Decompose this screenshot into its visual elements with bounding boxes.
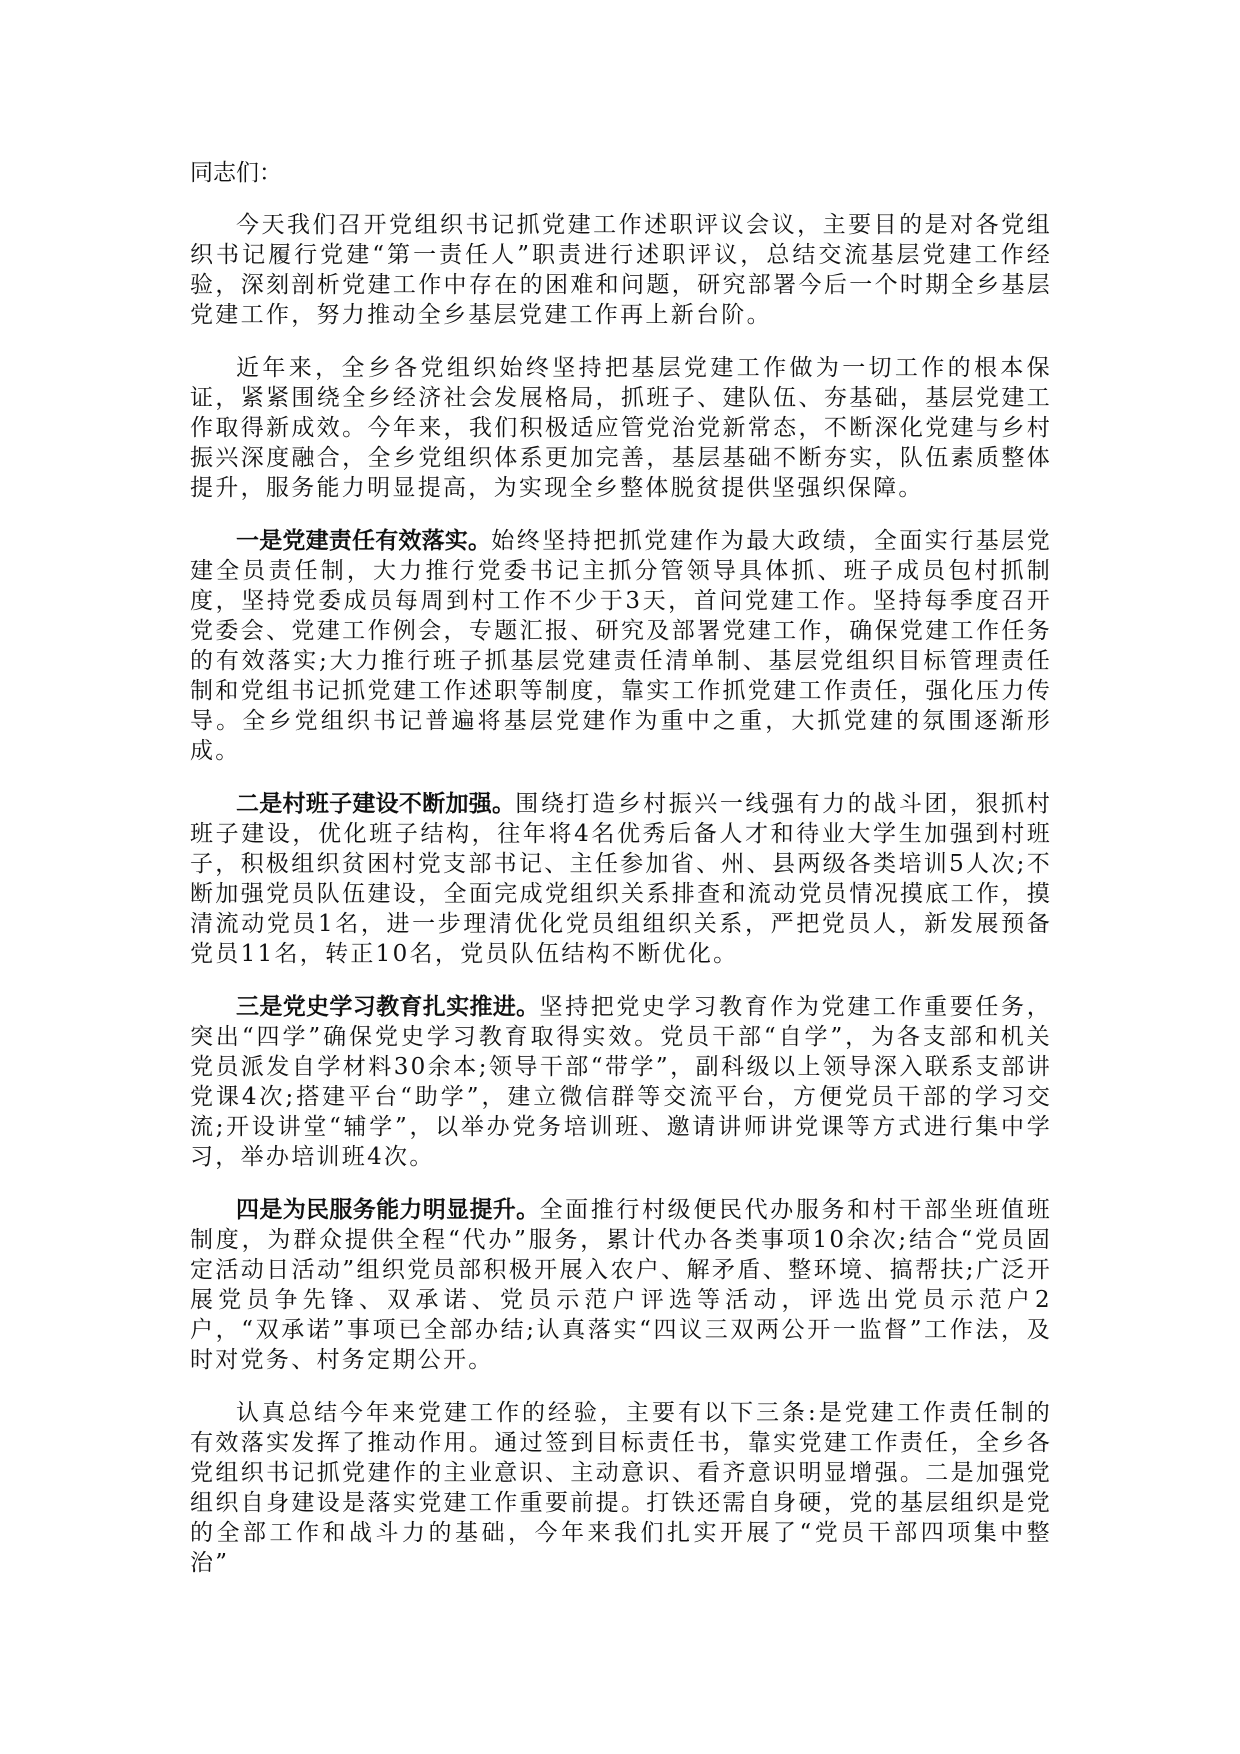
paragraph-text: 认真总结今年来党建工作的经验，主要有以下三条:是党建工作责任制的有效落实发挥了推动作用。通过签到目标责任书，靠实党建工作责任，全乡各党组织书记抓党建作的主业意识、主动意识、看齐意识明显增强。二是加强党组织自身建设是落实党建工作重要前提。打铁还需自身硬，党的基层组织是党的全部工作和战斗力的基础，今年来我们扎实开展了“党员干部四项集中整治” bbox=[190, 1400, 1052, 1576]
paragraph-text: 今天我们召开党组织书记抓党建工作述职评议会议，主要目的是对各党组织书记履行党建“第一责任人”职责进行述职评议，总结交流基层党建工作经验，深刻剖析党建工作中存在的困难和问题，研究部署今后一个时期全乡基层党建工作，努力推动全乡基层党建工作再上新台阶。 bbox=[190, 212, 1052, 328]
paragraph-text: 全面推行村级便民代办服务和村干部坐班值班制度，为群众提供全程“代办”服务，累计代办各类事项10余次;结合“党员固定活动日活动”组织党员部积极开展入农户、解矛盾、整环境、搞帮扶;广泛开展党员争先锋、双承诺、党员示范户评选等活动，评选出党员示范户2户，“双承诺”事项已全部办结;认真落实“四议三双两公开一监督”工作法，及时对党务、村务定期公开。 bbox=[190, 1197, 1052, 1373]
paragraph-lead-heading: 四是为民服务能力明显提升。 bbox=[236, 1196, 540, 1223]
paragraph-lead-heading: 二是村班子建设不断加强。 bbox=[236, 790, 516, 817]
paragraph-lead-heading: 一是党建责任有效落实。 bbox=[236, 527, 492, 554]
paragraph-opening bbox=[190, 210, 1052, 330]
paragraph-text: 围绕打造乡村振兴一线强有力的战斗团，狠抓村班子建设，优化班子结构，往年将4名优秀后备人才和待业大学生加强到村班子，积极组织贫困村党支部书记、主任参加省、州、县两级各类培训5人次;不断加强党员队伍建设，全面完成党组织关系排查和流动党员情况摸底工作，摸清流动党员1名，进一步理清优化党员组组织关系，严把党员人，新发展预备党员11名，转正10名，党员队伍结构不断优化。 bbox=[190, 791, 1052, 967]
document-page bbox=[190, 158, 1052, 1601]
paragraph-text: 始终坚持把抓党建作为最大政绩，全面实行基层党建全员责任制，大力推行党委书记主抓分管领导具体抓、班子成员包村抓制度，坚持党委成员每周到村工作不少于3天，首问党建工作。坚持每季度召开党委会、党建工作例会，专题汇报、研究及部署党建工作，确保党建工作任务的有效落实;大力推行班子抓基层党建责任清单制、基层党组织目标管理责任制和党组书记抓党建工作述职等制度，靠实工作抓党建工作责任，强化压力传导。全乡党组织书记普遍将基层党建作为重中之重，大抓党建的氛围逐渐形成。 bbox=[190, 528, 1052, 764]
salutation: 同志们： bbox=[190, 160, 282, 186]
paragraph-experience-summary bbox=[190, 1398, 1052, 1578]
paragraph-overview bbox=[190, 353, 1052, 503]
paragraph-text: 近年来，全乡各党组织始终坚持把基层党建工作做为一切工作的根本保证，紧紧围绕全乡经济社会发展格局，抓班子、建队伍、夯基础，基层党建工作取得新成效。今年来，我们积极适应管党治党新常态，不断深化党建与乡村振兴深度融合，全乡党组织体系更加完善，基层基础不断夯实，队伍素质整体提升，服务能力明显提高，为实现全乡整体脱贫提供坚强织保障。 bbox=[190, 355, 1052, 501]
paragraph-point-1 bbox=[190, 526, 1052, 766]
paragraph-lead-heading: 三是党史学习教育扎实推进。 bbox=[236, 993, 540, 1020]
paragraph-point-3 bbox=[190, 992, 1052, 1172]
paragraph-point-4 bbox=[190, 1195, 1052, 1375]
paragraph-text: 坚持把党史学习教育作为党建工作重要任务，突出“四学”确保党史学习教育取得实效。党员干部“自学”，为各支部和机关党员派发自学材料30余本;领导干部“带学”，副科级以上领导深入联系支部讲党课4次;搭建平台“助学”，建立微信群等交流平台，方便党员干部的学习交流;开设讲堂“辅学”，以举办党务培训班、邀请讲师讲党课等方式进行集中学习，举办培训班4次。 bbox=[190, 994, 1052, 1170]
paragraph-point-2 bbox=[190, 789, 1052, 969]
